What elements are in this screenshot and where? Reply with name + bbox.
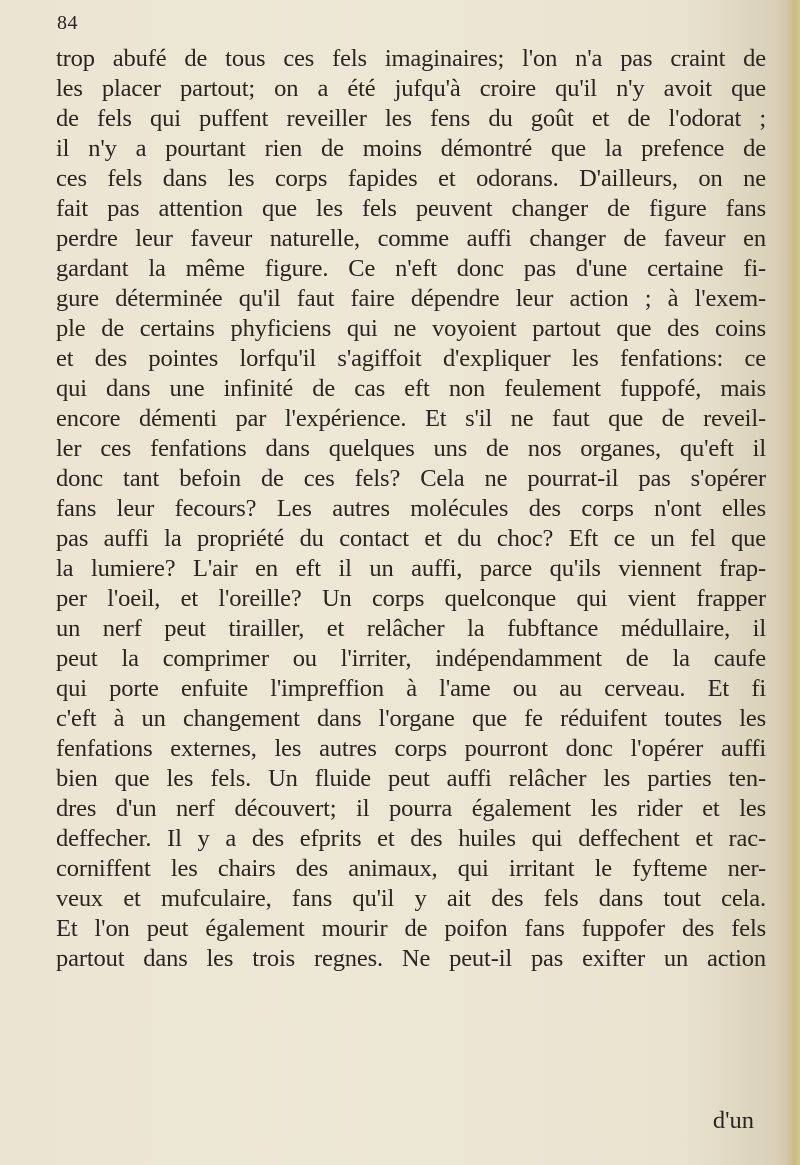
- text-line: deffecher. Il y a des efprits et des huiles qui deffechent et rac-: [56, 825, 766, 852]
- text-line: ple de certains phyficiens qui ne voyoient partout que des coins: [56, 315, 766, 342]
- text-line: qui porte enfuite l'impreffion à l'ame ou au cerveau. Et fi: [56, 675, 766, 702]
- catchword: d'un: [712, 1107, 754, 1134]
- page-number: 84: [57, 12, 78, 34]
- text-line: fans leur fecours? Les autres molécules des corps n'ont elles: [56, 495, 766, 522]
- text-line: et des pointes lorfqu'il s'agiffoit d'expliquer les fenfations: ce: [56, 345, 766, 372]
- text-line: encore démenti par l'expérience. Et s'il ne faut que de reveil-: [56, 405, 766, 432]
- text-line: per l'oeil, et l'oreille? Un corps quelconque qui vient frapper: [56, 585, 766, 612]
- text-line: fenfations externes, les autres corps pourront donc l'opérer auffi: [56, 735, 766, 762]
- text-line: fait pas attention que les fels peuvent changer de figure fans: [56, 195, 766, 222]
- text-line: ces fels dans les corps fapides et odorans. D'ailleurs, on ne: [56, 165, 766, 192]
- text-line: Et l'on peut également mourir de poifon fans fuppofer des fels: [56, 915, 766, 942]
- text-line: de fels qui puffent reveiller les fens du goût et de l'odorat ;: [56, 105, 766, 132]
- text-line: veux et mufculaire, fans qu'il y ait des fels dans tout cela.: [56, 885, 766, 912]
- body-text: [56, 44, 766, 974]
- text-line: pas auffi la propriété du contact et du choc? Eft ce un fel que: [56, 525, 766, 552]
- text-line: gardant la même figure. Ce n'eft donc pas d'une certaine fi-: [56, 255, 766, 282]
- text-line: un nerf peut tirailler, et relâcher la fubftance médullaire, il: [56, 615, 766, 642]
- text-line: gure déterminée qu'il faut faire dépendre leur action ; à l'exem-: [56, 285, 766, 312]
- text-line: les placer partout; on a été jufqu'à croire qu'il n'y avoit que: [56, 75, 766, 102]
- text-line: partout dans les trois regnes. Ne peut-il pas exifter un action: [56, 945, 766, 972]
- text-line: perdre leur faveur naturelle, comme auffi changer de faveur en: [56, 225, 766, 252]
- text-line: il n'y a pourtant rien de moins démontré que la prefence de: [56, 135, 766, 162]
- text-line: la lumiere? L'air en eft il un auffi, parce qu'ils viennent frap-: [56, 555, 766, 582]
- text-line: corniffent les chairs des animaux, qui irritant le fyfteme ner-: [56, 855, 766, 882]
- text-line: qui dans une infinité de cas eft non feulement fuppofé, mais: [56, 375, 766, 402]
- text-line: ler ces fenfations dans quelques uns de nos organes, qu'eft il: [56, 435, 766, 462]
- text-line: trop abufé de tous ces fels imaginaires; l'on n'a pas craint de: [56, 45, 766, 72]
- text-line: peut la comprimer ou l'irriter, indépendamment de la caufe: [56, 645, 766, 672]
- text-line: donc tant befoin de ces fels? Cela ne pourrat-il pas s'opérer: [56, 465, 766, 492]
- text-line: dres d'un nerf découvert; il pourra également les rider et les: [56, 795, 766, 822]
- page-edge: [786, 0, 800, 1165]
- text-line: c'eft à un changement dans l'organe que fe réduifent toutes les: [56, 705, 766, 732]
- text-line: bien que les fels. Un fluide peut auffi relâcher les parties ten-: [56, 765, 766, 792]
